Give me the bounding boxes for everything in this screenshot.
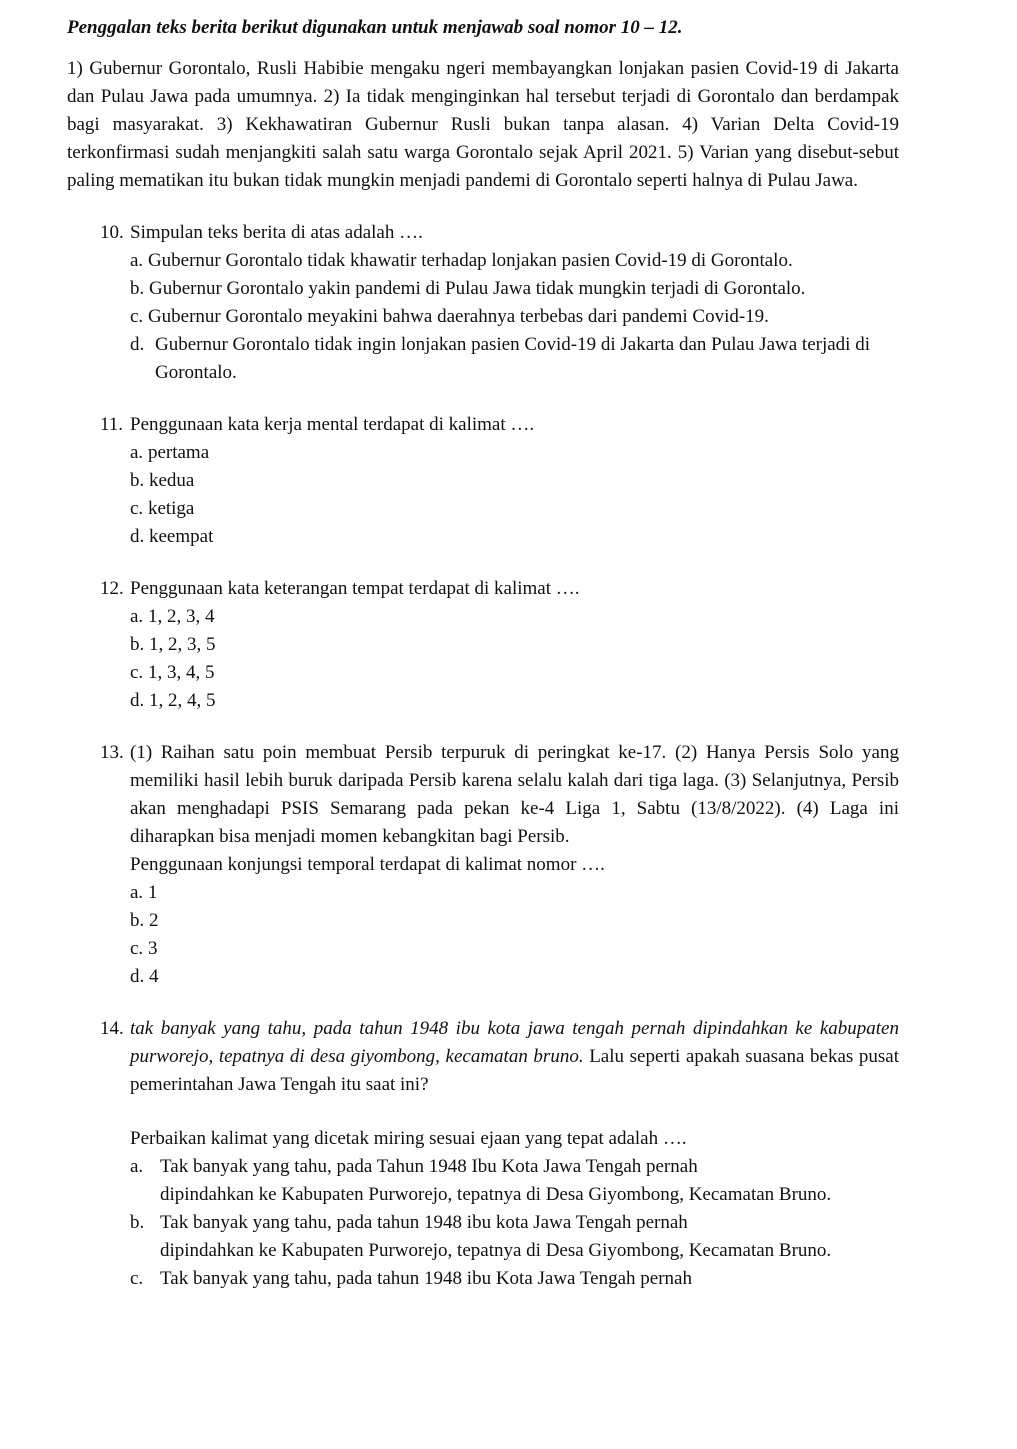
- option-text: 1, 2, 4, 5: [149, 690, 216, 711]
- option-label: d.: [130, 526, 145, 547]
- passage-instruction: Penggalan teks berita berikut digunakan untuk menjawab soal nomor 10 – 12.: [67, 17, 683, 38]
- option-a[interactable]: [130, 879, 899, 907]
- option-list: [130, 603, 899, 715]
- italic-sentence: tak banyak yang tahu, pada tahun 1948 ibu kota jawa tengah pernah dipindahkan ke kabupaten purworejo, tepatnya di desa giyombong, kecamatan bruno.: [130, 1018, 899, 1067]
- option-c[interactable]: [130, 935, 899, 963]
- option-c[interactable]: [130, 303, 899, 331]
- news-passage: 1) Gubernur Gorontalo, Rusli Habibie mengaku ngeri membayangkan lonjakan pasien Covid-19 di Jakarta dan Pulau Jawa pada umumnya. 2) Ia tidak menginginkan hal tersebut terjadi di Gorontalo dan berdampak bagi masyarakat. 3) Kekhawatiran Gubernur Rusli bukan tanpa alasan. 4) Varian Delta Covid-19 terkonfirmasi sudah menjangkiti salah satu warga Gorontalo sejak April 2021. 5) Varian yang disebut-sebut paling mematikan itu bukan tidak mungkin menjadi pandemi di Gorontalo seperti halnya di Pulau Jawa.: [67, 58, 899, 191]
- option-c[interactable]: [130, 1265, 899, 1293]
- exam-page: [67, 14, 899, 1293]
- question-prompt: Perbaikan kalimat yang dicetak miring sesuai ejaan yang tepat adalah ….: [130, 1128, 687, 1149]
- option-line-1: Tak banyak yang tahu, pada tahun 1948 ibu Kota Jawa Tengah pernah: [160, 1268, 692, 1289]
- option-label: a.: [130, 1156, 144, 1177]
- option-c[interactable]: [130, 495, 899, 523]
- option-text: pertama: [147, 442, 210, 463]
- option-label: c.: [130, 306, 144, 327]
- question-text: Penggunaan kata keterangan tempat terdapat di kalimat ….: [130, 578, 580, 599]
- option-text: 1, 3, 4, 5: [147, 662, 215, 683]
- question-10: [67, 219, 899, 387]
- option-text: 1, 2, 3, 5: [149, 634, 216, 655]
- option-label: b.: [130, 278, 145, 299]
- question-13: [67, 739, 899, 991]
- option-b[interactable]: [130, 1209, 899, 1265]
- option-text: Gubernur Gorontalo meyakini bahwa daerahnya terbebas dari pandemi Covid-19.: [147, 306, 769, 327]
- option-b[interactable]: [130, 907, 899, 935]
- option-text: Gubernur Gorontalo tidak khawatir terhadap lonjakan pasien Covid-19 di Gorontalo.: [147, 250, 793, 271]
- option-text: keempat: [149, 526, 214, 547]
- option-text: kedua: [149, 470, 195, 491]
- option-label: b.: [130, 470, 145, 491]
- option-label: a.: [130, 882, 144, 903]
- option-label: b.: [130, 1212, 145, 1233]
- option-list: [130, 1153, 899, 1293]
- question-text: (1) Raihan satu poin membuat Persib terpuruk di peringkat ke-17. (2) Hanya Persis Solo yang memiliki hasil lebih buruk daripada Persib karena selalu kalah dari tiga laga. (3) Selanjutnya, Persib akan menghadapi PSIS Semarang pada pekan ke-4 Liga 1, Sabtu (13/8/2022). (4) Laga ini diharapkan bisa menjadi momen kebangkitan bagi Persib.: [130, 742, 899, 847]
- option-line-2: dipindahkan ke Kabupaten Purworejo, tepatnya di Desa Giyombong, Kecamatan Bruno.: [160, 1240, 832, 1261]
- option-a[interactable]: [130, 603, 899, 631]
- option-a[interactable]: [130, 1153, 899, 1209]
- option-list: [130, 439, 899, 551]
- option-d[interactable]: [130, 523, 899, 551]
- option-b[interactable]: [130, 631, 899, 659]
- option-label: c.: [130, 938, 144, 959]
- question-11: [67, 411, 899, 551]
- question-12: [67, 575, 899, 715]
- question-number: 13.: [100, 742, 124, 763]
- option-label: c.: [130, 662, 144, 683]
- option-label: b.: [130, 910, 145, 931]
- option-text: 2: [149, 910, 159, 931]
- option-line-1: Tak banyak yang tahu, pada Tahun 1948 Ibu Kota Jawa Tengah pernah: [160, 1156, 698, 1177]
- option-label: d.: [130, 690, 145, 711]
- option-text: Gubernur Gorontalo yakin pandemi di Pulau Jawa tidak mungkin terjadi di Gorontalo.: [149, 278, 806, 299]
- option-d[interactable]: [130, 963, 899, 991]
- option-label: c.: [130, 1268, 144, 1289]
- spacer: [130, 1099, 899, 1125]
- option-text: ketiga: [147, 498, 195, 519]
- option-list: [130, 879, 899, 991]
- option-b[interactable]: [130, 275, 899, 303]
- option-d[interactable]: [130, 687, 899, 715]
- option-a[interactable]: [130, 439, 899, 467]
- option-text: 1, 2, 3, 4: [147, 606, 215, 627]
- question-followup: Lalu seperti apakah suasana bekas pusat pemerintahan Jawa Tengah itu saat ini?: [130, 1046, 899, 1095]
- option-label: d.: [130, 966, 145, 987]
- option-text: 4: [149, 966, 159, 987]
- option-c[interactable]: [130, 659, 899, 687]
- question-text: [130, 1015, 899, 1099]
- question-number: 14.: [100, 1018, 124, 1039]
- option-d[interactable]: [130, 331, 899, 387]
- option-line-1: Tak banyak yang tahu, pada tahun 1948 ibu kota Jawa Tengah pernah: [160, 1212, 688, 1233]
- option-list: [130, 247, 899, 387]
- option-label: a.: [130, 442, 144, 463]
- question-number: 10.: [100, 222, 124, 243]
- option-label: a.: [130, 250, 144, 271]
- question-text: Simpulan teks berita di atas adalah ….: [130, 222, 423, 243]
- option-a[interactable]: [130, 247, 899, 275]
- option-line-2: dipindahkan ke Kabupaten Purworejo, tepatnya di Desa Giyombong, Kecamatan Bruno.: [160, 1184, 832, 1205]
- option-text: Gubernur Gorontalo tidak ingin lonjakan pasien Covid-19 di Jakarta dan Pulau Jawa terjadi di Gorontalo.: [155, 334, 870, 383]
- question-text: Penggunaan kata kerja mental terdapat di kalimat ….: [130, 414, 535, 435]
- question-number: 12.: [100, 578, 124, 599]
- option-label: d.: [130, 334, 145, 355]
- option-label: c.: [130, 498, 144, 519]
- question-number: 11.: [100, 414, 124, 435]
- option-b[interactable]: [130, 467, 899, 495]
- option-text: 3: [147, 938, 158, 959]
- question-14: [67, 1015, 899, 1293]
- question-prompt: Penggunaan konjungsi temporal terdapat di kalimat nomor ….: [130, 854, 605, 875]
- option-label: a.: [130, 606, 144, 627]
- option-label: b.: [130, 634, 145, 655]
- option-text: 1: [147, 882, 158, 903]
